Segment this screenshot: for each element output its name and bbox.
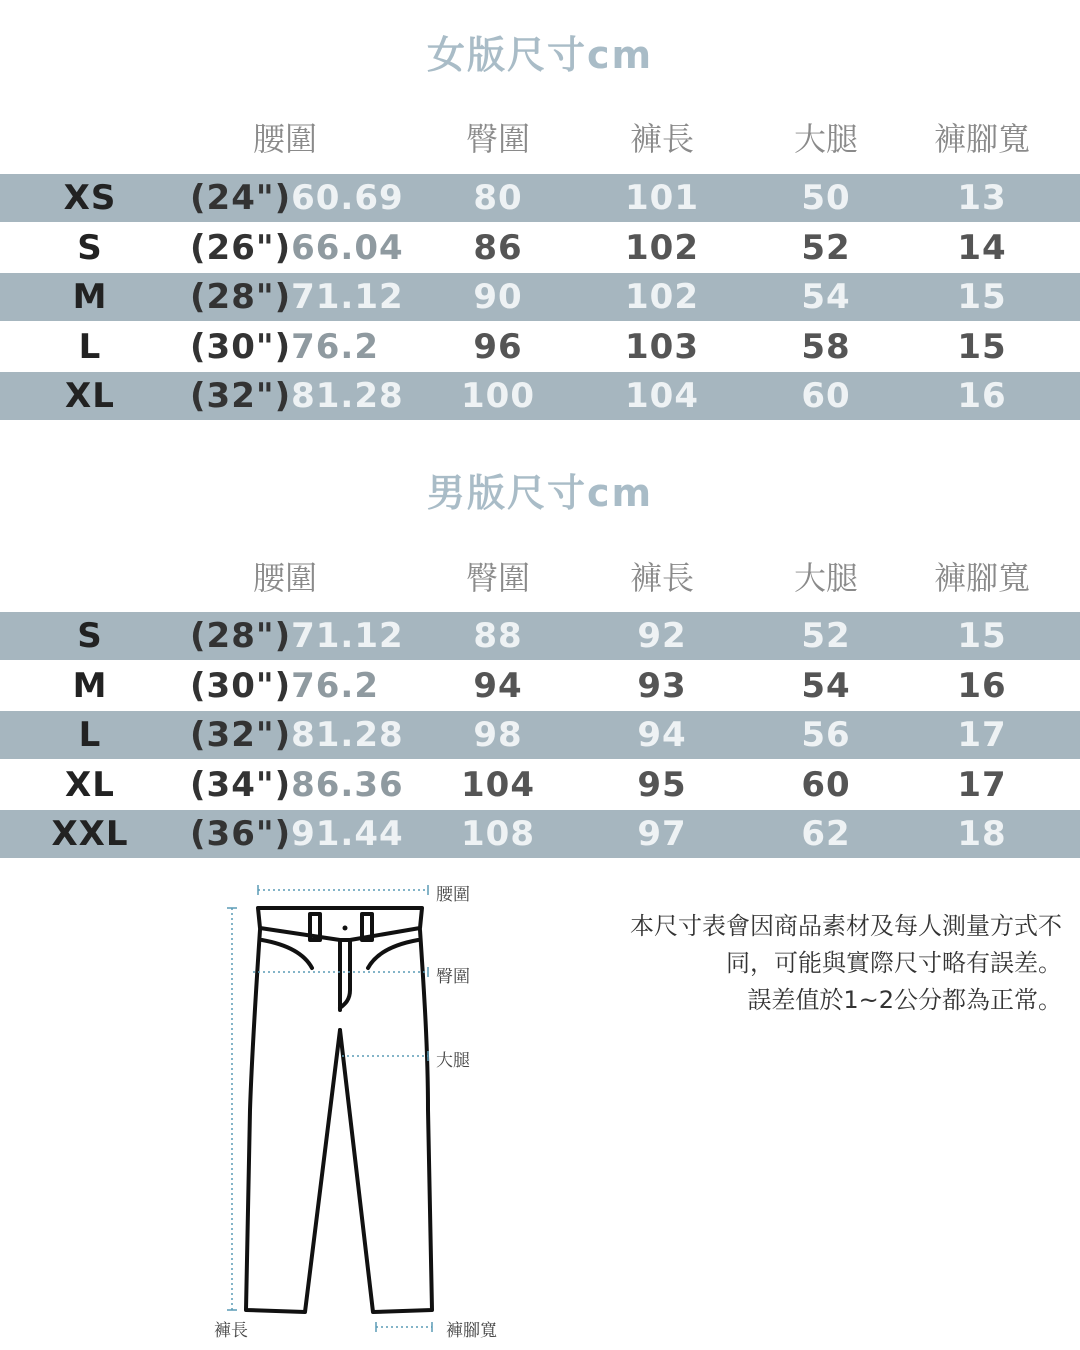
hip-value: 80 (473, 178, 523, 218)
size-label: XS (63, 178, 117, 218)
waist-cm: 60.69 (291, 178, 404, 218)
hip-value: 104 (461, 764, 535, 805)
header-length: 褲長 (629, 559, 695, 597)
hem-value: 13 (957, 178, 1007, 218)
hip-value: 98 (473, 715, 523, 755)
length-value: 95 (637, 764, 687, 805)
thigh-value: 60 (801, 764, 851, 805)
header-thigh: 大腿 (793, 120, 859, 158)
thigh-value: 54 (801, 277, 851, 317)
hem-value: 16 (957, 665, 1007, 706)
button-icon (343, 926, 348, 931)
size-label: M (72, 277, 108, 317)
diagram-hem-label: 褲腳寬 (446, 1321, 497, 1341)
hip-value: 86 (473, 227, 523, 268)
waist-inch-text: (26") (190, 227, 292, 268)
size-label: M (72, 665, 108, 706)
size-label: XL (65, 764, 115, 805)
size-label: L (78, 715, 102, 755)
hem-value: 17 (957, 715, 1007, 755)
diagram-length-label: 褲長 (214, 1321, 248, 1341)
waist-inch-text: (28") (190, 277, 292, 317)
waist-inch-text: (34") (190, 764, 292, 805)
length-value: 102 (625, 227, 699, 268)
thigh-value: 58 (801, 326, 851, 367)
waist-inch-text: (36") (190, 814, 292, 854)
thigh-value: 62 (801, 814, 851, 854)
thigh-value: 54 (801, 665, 851, 706)
thigh-value: 52 (801, 616, 851, 656)
header-hip: 臀圍 (465, 559, 531, 597)
diagram-thigh-label: 大腿 (436, 1051, 470, 1071)
thigh-value: 56 (801, 715, 851, 755)
length-value: 101 (625, 178, 699, 218)
note-line: 同，可能與實際尺寸略有誤差。 (726, 949, 1062, 977)
waist-cm: 66.04 (291, 227, 404, 268)
header-hip: 臀圍 (465, 120, 531, 158)
waist-cm: 91.44 (291, 814, 404, 854)
header-hem: 褲腳寬 (933, 120, 1031, 158)
hem-value: 16 (957, 376, 1007, 416)
hem-value: 15 (957, 326, 1007, 367)
length-value: 102 (625, 277, 699, 317)
note-line: 本尺寸表會因商品素材及每人測量方式不 (630, 912, 1062, 940)
size-label: S (77, 616, 103, 656)
waist-cm: 81.28 (291, 376, 404, 416)
header-thigh: 大腿 (793, 559, 859, 597)
header-hem: 褲腳寬 (933, 559, 1031, 597)
thigh-value: 52 (801, 227, 851, 268)
thigh-value: 60 (801, 376, 851, 416)
hem-value: 17 (957, 764, 1007, 805)
hip-value: 100 (461, 376, 535, 416)
waist-inch-text: (24") (190, 178, 292, 218)
women-table-title: 女版尺寸cm (426, 33, 654, 77)
thigh-value: 50 (801, 178, 851, 218)
waist-inch-text: (32") (190, 715, 292, 755)
length-value: 92 (637, 616, 687, 656)
waist-inch-text: (28") (190, 616, 292, 656)
waist-cm: 86.36 (291, 764, 404, 805)
diagram-hip-label: 臀圍 (436, 967, 470, 987)
length-value: 93 (637, 665, 687, 706)
length-value: 104 (625, 376, 699, 416)
hip-value: 96 (473, 326, 523, 367)
waist-cm: 71.12 (291, 616, 404, 656)
hem-value: 15 (957, 277, 1007, 317)
length-value: 103 (625, 326, 699, 367)
header-length: 褲長 (629, 120, 695, 158)
header-waist: 腰圍 (252, 559, 318, 597)
waist-inch-text: (30") (190, 326, 292, 367)
men-table-title: 男版尺寸cm (426, 471, 654, 515)
hip-value: 88 (473, 616, 523, 656)
length-value: 97 (637, 814, 687, 854)
pants-outline-icon (246, 908, 432, 1312)
waist-inch-text: (32") (190, 376, 292, 416)
size-label: XXL (51, 814, 129, 854)
waist-inch-text: (30") (190, 665, 292, 706)
size-label: S (77, 227, 103, 268)
hip-value: 94 (473, 665, 523, 706)
waist-cm: 71.12 (291, 277, 404, 317)
length-value: 94 (637, 715, 687, 755)
waist-cm: 81.28 (291, 715, 404, 755)
waist-cm: 76.2 (291, 326, 379, 367)
hem-value: 14 (957, 227, 1007, 268)
hip-value: 108 (461, 814, 535, 854)
diagram-waist-label: 腰圍 (436, 885, 470, 905)
size-label: L (78, 326, 102, 367)
note-line: 誤差值於1~2公分都為正常。 (747, 986, 1062, 1014)
header-waist: 腰圍 (252, 120, 318, 158)
waist-cm: 76.2 (291, 665, 379, 706)
hip-value: 90 (473, 277, 523, 317)
size-disclaimer (630, 908, 1062, 1019)
hem-value: 18 (957, 814, 1007, 854)
size-label: XL (65, 376, 115, 416)
hem-value: 15 (957, 616, 1007, 656)
